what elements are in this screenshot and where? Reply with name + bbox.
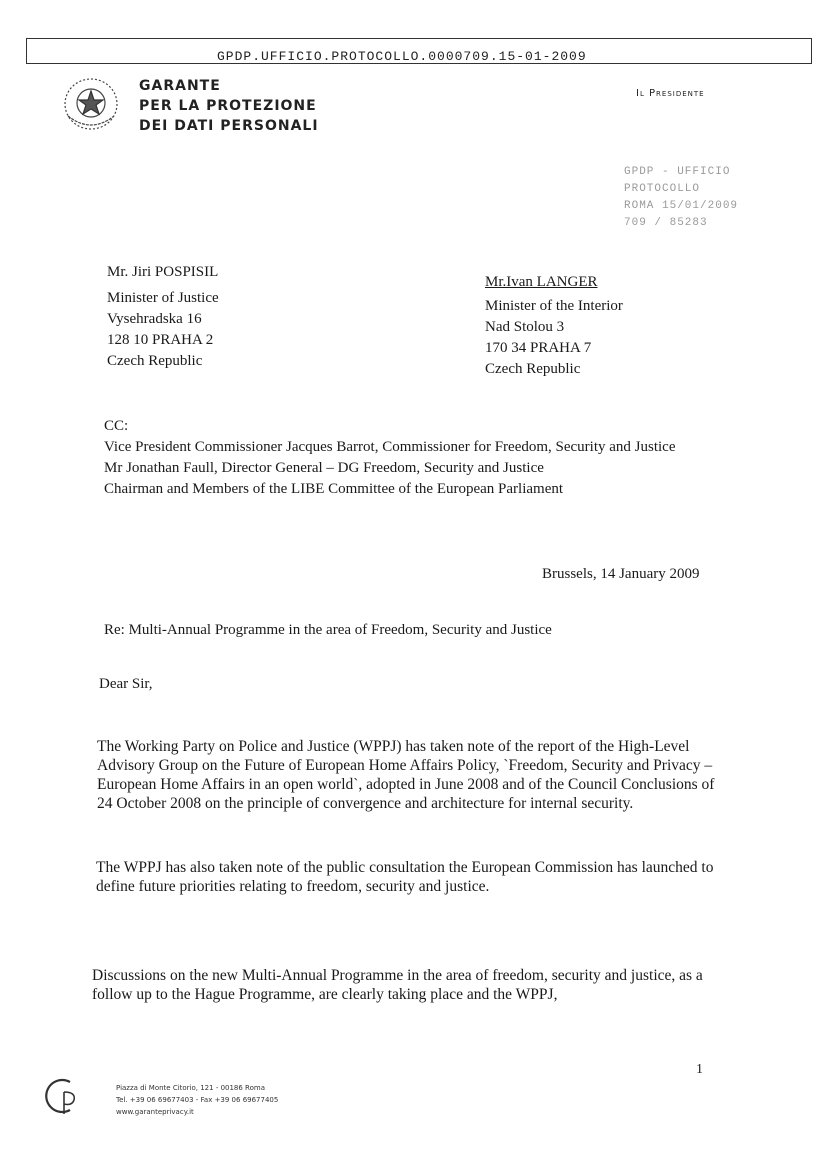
body-paragraph: The WPPJ has also taken note of the public consultation the European Commission has launched to define future priorities relating to freedom, security and justice. bbox=[96, 859, 714, 895]
garante-logo-icon bbox=[40, 1074, 84, 1118]
cc-line: Chairman and Members of the LIBE Committee of the European Parliament bbox=[104, 481, 564, 497]
protocol-number: GPDP.UFFICIO.PROTOCOLLO.0000709.15-01-2009 bbox=[217, 49, 587, 64]
recipient-1-line: Minister of Justice bbox=[107, 290, 219, 306]
body-paragraph: The Working Party on Police and Justice (WPPJ) has taken note of the report of the High-Level Advisory Group on the Future of European Home Affairs Policy, `Freedom, Security and Privacy – European Home Affairs in an open world`, adopted in June 2008 and of the Council Conclusions of 24 October 2008 on the principle of convergence and architecture for internal security. bbox=[97, 738, 715, 812]
org-line-3: DEI DATI PERSONALI bbox=[139, 118, 319, 134]
received-stamp-line-3: ROMA 15/01/2009 bbox=[624, 200, 739, 212]
recipient-1-line: Czech Republic bbox=[107, 353, 203, 369]
received-stamp-line-1: GPDP - UFFICIO bbox=[624, 166, 731, 178]
received-stamp-line-2: PROTOCOLLO bbox=[624, 183, 701, 195]
subject-line: Re: Multi-Annual Programme in the area of Freedom, Security and Justice bbox=[104, 622, 552, 638]
footer-contact bbox=[116, 1082, 278, 1118]
letter-date: Brussels, 14 January 2009 bbox=[542, 566, 700, 582]
recipient-2-name: Mr.Ivan LANGER bbox=[485, 274, 598, 290]
received-stamp bbox=[624, 164, 738, 232]
page-number: 1 bbox=[696, 1062, 703, 1077]
recipient-2-line: 170 34 PRAHA 7 bbox=[485, 340, 592, 356]
recipient-2-line: Czech Republic bbox=[485, 361, 581, 377]
received-stamp-line-4: 709 / 85283 bbox=[624, 217, 708, 229]
italian-emblem-icon bbox=[62, 76, 120, 132]
cc-line: Vice President Commissioner Jacques Barrot, Commissioner for Freedom, Security and Justice bbox=[104, 439, 676, 455]
org-line-1: GARANTE bbox=[139, 78, 221, 94]
president-title: Il Presidente bbox=[636, 88, 705, 99]
salutation: Dear Sir, bbox=[99, 676, 153, 692]
recipient-1-name: Mr. Jiri POSPISIL bbox=[107, 264, 219, 280]
organization-name bbox=[139, 76, 319, 136]
recipient-1-line: 128 10 PRAHA 2 bbox=[107, 332, 214, 348]
footer-address: Piazza di Monte Citorio, 121 - 00186 Roma bbox=[116, 1084, 265, 1092]
recipient-1-line: Vysehradska 16 bbox=[107, 311, 202, 327]
recipient-2-line: Minister of the Interior bbox=[485, 298, 623, 314]
cc-block bbox=[104, 416, 724, 500]
cc-line: Mr Jonathan Faull, Director General – DG Freedom, Security and Justice bbox=[104, 460, 544, 476]
recipient-2-line: Nad Stolou 3 bbox=[485, 319, 565, 335]
body-paragraph: Discussions on the new Multi-Annual Programme in the area of freedom, security and justice, as a follow up to the Hague Programme, are clearly taking place and the WPPJ, bbox=[92, 967, 703, 1003]
cc-label: CC: bbox=[104, 418, 129, 434]
org-line-2: PER LA PROTEZIONE bbox=[139, 98, 317, 114]
recipient-address-2 bbox=[485, 272, 623, 380]
footer-phone: Tel. +39 06 69677403 - Fax +39 06 69677405 bbox=[116, 1096, 279, 1104]
protocol-stamp-bar bbox=[26, 38, 812, 64]
footer-website: www.garanteprivacy.it bbox=[116, 1108, 194, 1116]
recipient-address-1 bbox=[107, 262, 219, 372]
